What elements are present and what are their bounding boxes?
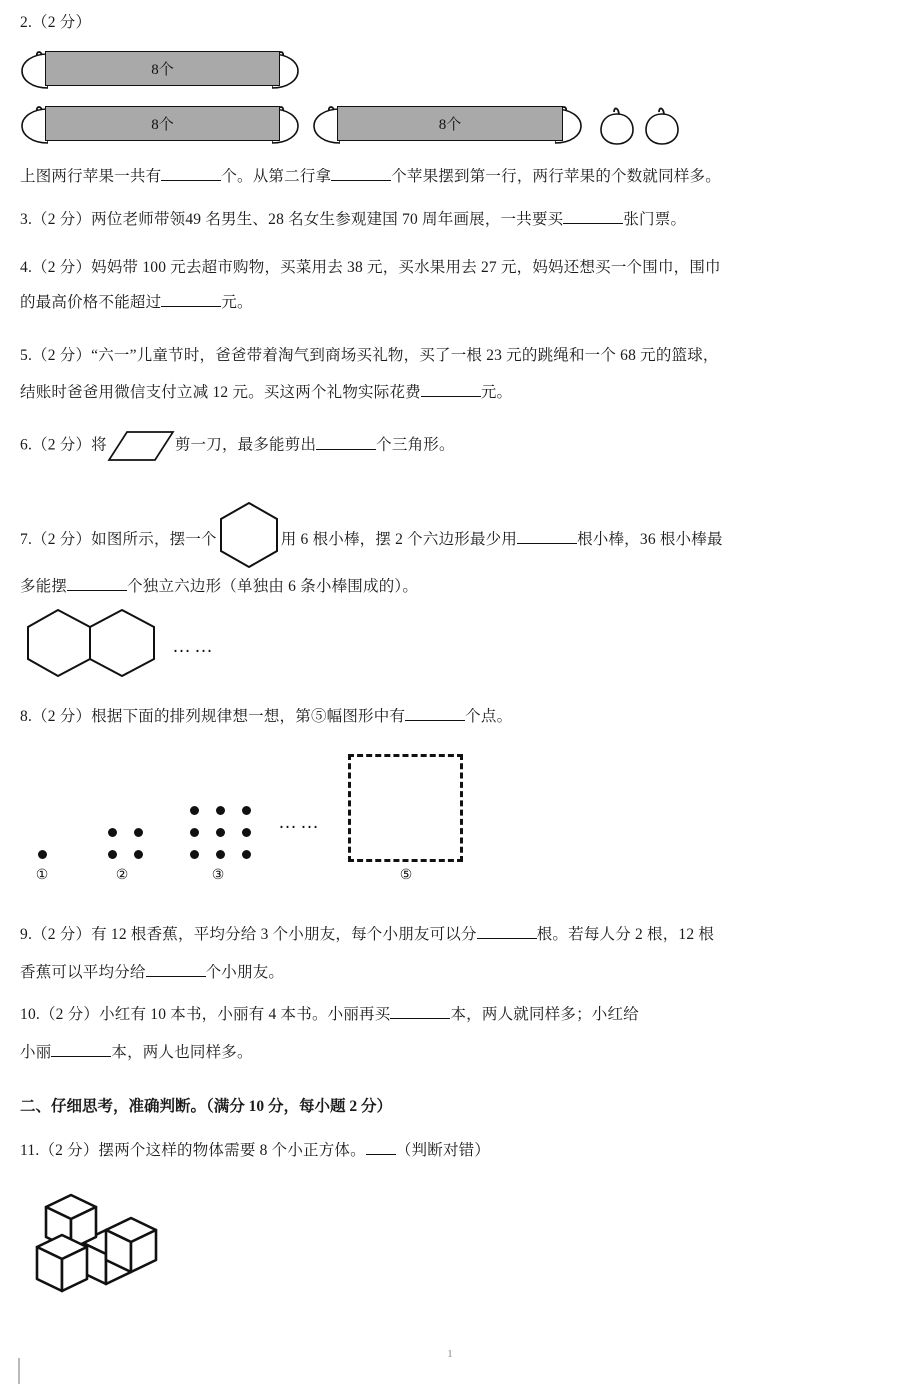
apple-icon bbox=[643, 105, 681, 147]
q3-text-b: 张门票。 bbox=[623, 211, 687, 228]
question-7-line-2 bbox=[20, 572, 418, 602]
question-11 bbox=[20, 1136, 490, 1166]
pattern-dot bbox=[108, 828, 117, 837]
q8-text-b: 个点。 bbox=[465, 708, 513, 725]
question-10-line-2 bbox=[20, 1038, 253, 1068]
q6-text-b: 剪一刀，最多能剪出 bbox=[174, 436, 317, 454]
apple-box-label: 8个 bbox=[438, 117, 462, 133]
pattern-dot bbox=[134, 828, 143, 837]
half-apple-icon bbox=[18, 51, 48, 91]
parallelogram-icon bbox=[107, 430, 175, 462]
question-2-text bbox=[20, 162, 721, 192]
question-4-line-2 bbox=[20, 288, 253, 318]
half-apple-icon bbox=[310, 106, 340, 146]
q2-label-text: 2.（2 分） bbox=[20, 14, 92, 31]
q10-line2-a: 小丽 bbox=[20, 1044, 52, 1061]
answer-blank[interactable] bbox=[316, 449, 376, 450]
apple-box bbox=[337, 106, 563, 141]
pattern-group-label: ③ bbox=[211, 866, 225, 882]
pattern-dot bbox=[216, 828, 225, 837]
q5-line2-b: 元。 bbox=[480, 384, 513, 401]
q9-line2-b: 个小朋友。 bbox=[205, 964, 285, 981]
q8-label: 8.（2 分） bbox=[20, 708, 92, 725]
q3-text-a: 两位老师带领49 名男生、28 名女生参观建国 70 周年画展，一共要买 bbox=[91, 211, 564, 228]
q11-cube-stack-figure bbox=[20, 1185, 180, 1315]
q5-label: 5.（2 分） bbox=[20, 347, 92, 364]
question-4-line-1 bbox=[20, 253, 721, 283]
pattern-dot bbox=[242, 806, 251, 815]
apple-icon bbox=[598, 105, 636, 147]
answer-blank[interactable] bbox=[146, 976, 206, 977]
answer-blank[interactable] bbox=[477, 938, 537, 939]
apple-box bbox=[45, 51, 280, 86]
pattern-dot bbox=[242, 850, 251, 859]
q7-hexagon-figure bbox=[22, 608, 172, 683]
question-5-line-2 bbox=[20, 378, 512, 408]
pattern-placeholder-square bbox=[348, 754, 463, 862]
question-9-line-2 bbox=[20, 958, 284, 988]
q9-line2-a: 香蕉可以平均分给 bbox=[20, 964, 146, 981]
question-5-line-1 bbox=[20, 341, 719, 371]
q10-line1-b: 本，两人就同样多；小红给 bbox=[450, 1006, 639, 1023]
answer-blank[interactable] bbox=[331, 180, 391, 181]
pattern-dot bbox=[216, 850, 225, 859]
answer-blank[interactable] bbox=[51, 1056, 111, 1057]
q4-label: 4.（2 分） bbox=[20, 259, 92, 276]
answer-blank[interactable] bbox=[405, 720, 465, 721]
answer-blank[interactable] bbox=[67, 590, 127, 591]
pattern-dot bbox=[134, 850, 143, 859]
pattern-dot bbox=[190, 828, 199, 837]
hexagon-icon bbox=[217, 500, 281, 570]
pattern-dot bbox=[216, 806, 225, 815]
q6-label: 6.（2 分） bbox=[20, 436, 92, 454]
q8-text-a: 根据下面的排列规律想一想，第⑤幅图形中有 bbox=[91, 708, 406, 725]
pattern-group-label: ⑤ bbox=[399, 866, 413, 882]
q8-dot-pattern-figure bbox=[0, 742, 520, 892]
q7-text-a: 如图所示，摆一个 bbox=[91, 531, 217, 548]
answer-blank[interactable] bbox=[421, 396, 481, 397]
q4-line1: 妈妈带 100 元去超市购物，买菜用去 38 元，买水果用去 27 元，妈妈还想买一个围巾，围巾 bbox=[91, 259, 721, 276]
q9-line1-a: 有 12 根香蕉，平均分给 3 个小朋友，每个小朋友可以分 bbox=[91, 926, 477, 943]
q5-line2-a: 结账时爸爸用微信支付立减 12 元。买这两个礼物实际花费 bbox=[20, 384, 421, 401]
q2-apple-row-2 bbox=[0, 103, 900, 149]
q10-line2-b: 本，两人也同样多。 bbox=[111, 1044, 253, 1061]
apple-box-label: 8个 bbox=[151, 62, 174, 78]
question-9-line-1 bbox=[20, 920, 714, 950]
page-number: 1 bbox=[447, 1348, 453, 1360]
q3-label: 3.（2 分） bbox=[20, 211, 92, 228]
answer-blank[interactable] bbox=[161, 180, 221, 181]
page-edge-mark bbox=[18, 1358, 20, 1384]
answer-blank[interactable] bbox=[390, 1018, 450, 1019]
answer-blank[interactable] bbox=[563, 223, 623, 224]
section-two-heading: 二、仔细思考，准确判断。（满分 10 分，每小题 2 分） bbox=[20, 1098, 393, 1115]
apple-box bbox=[45, 106, 280, 141]
pattern-dot bbox=[108, 850, 117, 859]
q6-text-a: 将 bbox=[91, 436, 107, 454]
q2-text-c: 个苹果摆到第一行，两行苹果的个数就同样多。 bbox=[391, 168, 721, 185]
half-apple-icon bbox=[18, 106, 48, 146]
double-hexagon-icon bbox=[22, 608, 172, 678]
pattern-dot bbox=[38, 850, 47, 859]
q9-label: 9.（2 分） bbox=[20, 926, 92, 943]
q7-label: 7.（2 分） bbox=[20, 531, 92, 548]
apple-box-label: 8个 bbox=[151, 117, 174, 133]
pattern-dot bbox=[242, 828, 251, 837]
q7-figure-ellipsis: …… bbox=[172, 636, 216, 657]
q11-text-a: 摆两个这样的物体需要 8 个小正方体。 bbox=[98, 1142, 366, 1159]
q10-line1-a: 小红有 10 本书，小丽有 4 本书。小丽再买 bbox=[99, 1006, 391, 1023]
question-3 bbox=[20, 205, 686, 235]
q10-label: 10.（2 分） bbox=[20, 1006, 100, 1023]
q8-figure-ellipsis: …… bbox=[278, 812, 322, 833]
q7-text-c: 根小棒，36 根小棒最 bbox=[577, 531, 723, 548]
question-10-line-1 bbox=[20, 1000, 639, 1030]
pattern-group-label: ① bbox=[35, 866, 49, 882]
q2-text-a: 上图两行苹果一共有 bbox=[20, 168, 162, 185]
pattern-group-label: ② bbox=[115, 866, 129, 882]
answer-blank[interactable] bbox=[517, 543, 577, 544]
q7-line2-b: 个独立六边形（单独由 6 条小棒围成的）。 bbox=[127, 578, 419, 595]
question-6 bbox=[20, 430, 455, 462]
q7-line2-a: 多能摆 bbox=[20, 578, 68, 595]
q11-text-b: （判断对错） bbox=[395, 1142, 491, 1159]
q6-text-c: 个三角形。 bbox=[376, 436, 455, 454]
q5-line1: “六一”儿童节时，爸爸带着淘气到商场买礼物，买了一根 23 元的跳绳和一个 68 元的篮球， bbox=[91, 347, 719, 364]
answer-blank[interactable] bbox=[366, 1154, 396, 1155]
q4-line2-b: 元。 bbox=[221, 294, 253, 311]
q11-label: 11.（2 分） bbox=[20, 1142, 99, 1159]
cube-stack-icon bbox=[20, 1185, 180, 1310]
answer-blank[interactable] bbox=[161, 306, 221, 307]
q2-text-b: 个。从第二行拿 bbox=[221, 168, 332, 185]
question-7-line-1 bbox=[20, 500, 723, 570]
q9-line1-b: 根。若每人分 2 根，12 根 bbox=[536, 926, 715, 943]
q4-line2-a: 的最高价格不能超过 bbox=[20, 294, 162, 311]
q2-apple-row-1 bbox=[0, 48, 900, 94]
q7-text-b: 用 6 根小棒，摆 2 个六边形最少用 bbox=[280, 531, 518, 548]
question-2-label bbox=[20, 8, 91, 38]
pattern-dot bbox=[190, 850, 199, 859]
pattern-dot bbox=[190, 806, 199, 815]
question-8 bbox=[20, 702, 512, 732]
